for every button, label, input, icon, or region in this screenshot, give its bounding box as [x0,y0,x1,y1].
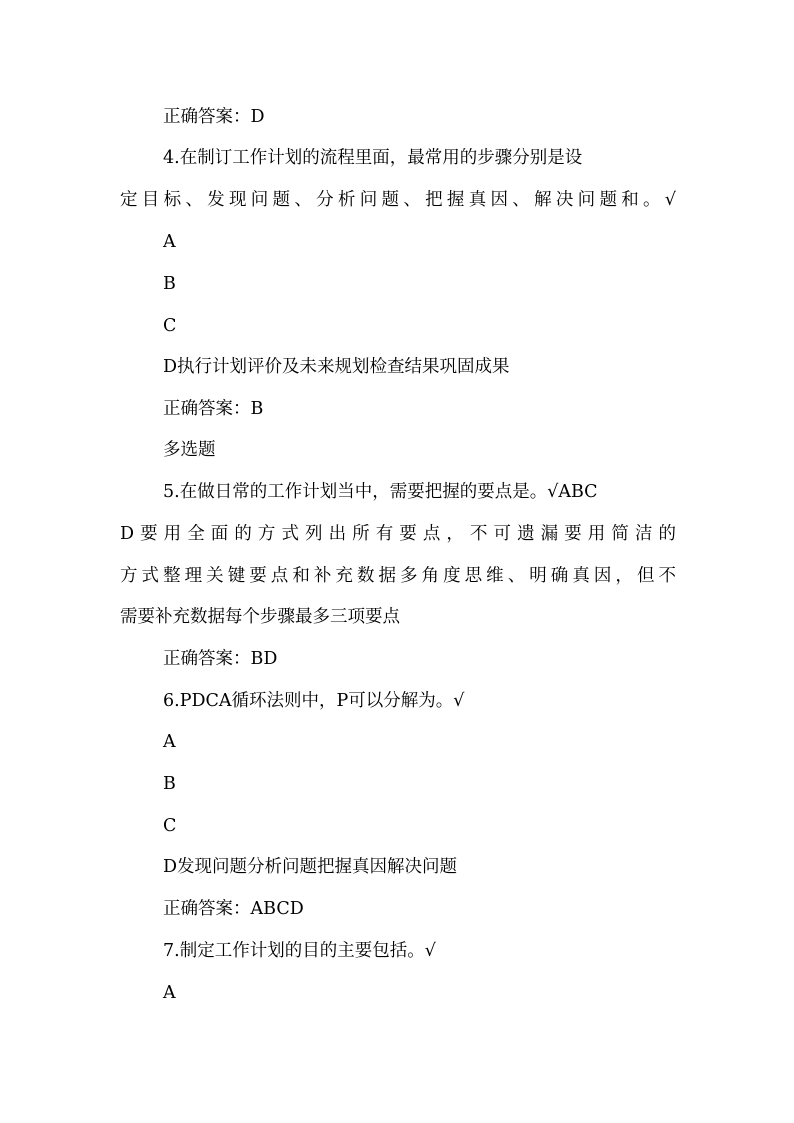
option-d-q4: D执行计划评价及未来规划检查结果巩固成果 [163,357,510,377]
option-d-q6: D发现问题分析问题把握真因解决问题 [163,857,458,877]
answer-line-q5: 正确答案：BD [163,649,278,669]
option-b-q6: B [163,774,176,794]
answer-line-q6: 正确答案：ABCD [163,899,304,919]
question-5-line-1: 5.在做日常的工作计划当中，需要把握的要点是。√ABC [163,482,598,502]
question-5-line-3: 方式整理关键要点和补充数据多角度思维、明确真因，但不 [120,566,676,586]
option-c-q4: C [163,316,177,336]
option-a-q4: A [163,232,176,252]
option-a-q6: A [163,732,176,752]
question-4-line-2: 定目标、发现问题、分析问题、把握真因、解决问题和。√ [120,190,676,210]
option-c-q6: C [163,816,177,836]
option-a-q7: A [163,983,176,1003]
section-heading-multiple-choice: 多选题 [163,440,216,460]
question-4-line-1: 4.在制订工作计划的流程里面，最常用的步骤分别是设 [163,148,583,168]
question-5-line-4: 需要补充数据每个步骤最多三项要点 [120,607,400,627]
question-6-line-1: 6.PDCA循环法则中，P可以分解为。√ [163,691,465,711]
answer-line-q4: 正确答案：B [163,399,264,419]
answer-line-q3: 正确答案：D [163,107,265,127]
question-7-line-1: 7.制定工作计划的目的主要包括。√ [163,941,436,961]
question-5-line-2: D要用全面的方式列出所有要点，不可遗漏要用简洁的 [120,524,676,544]
option-b-q4: B [163,274,176,294]
